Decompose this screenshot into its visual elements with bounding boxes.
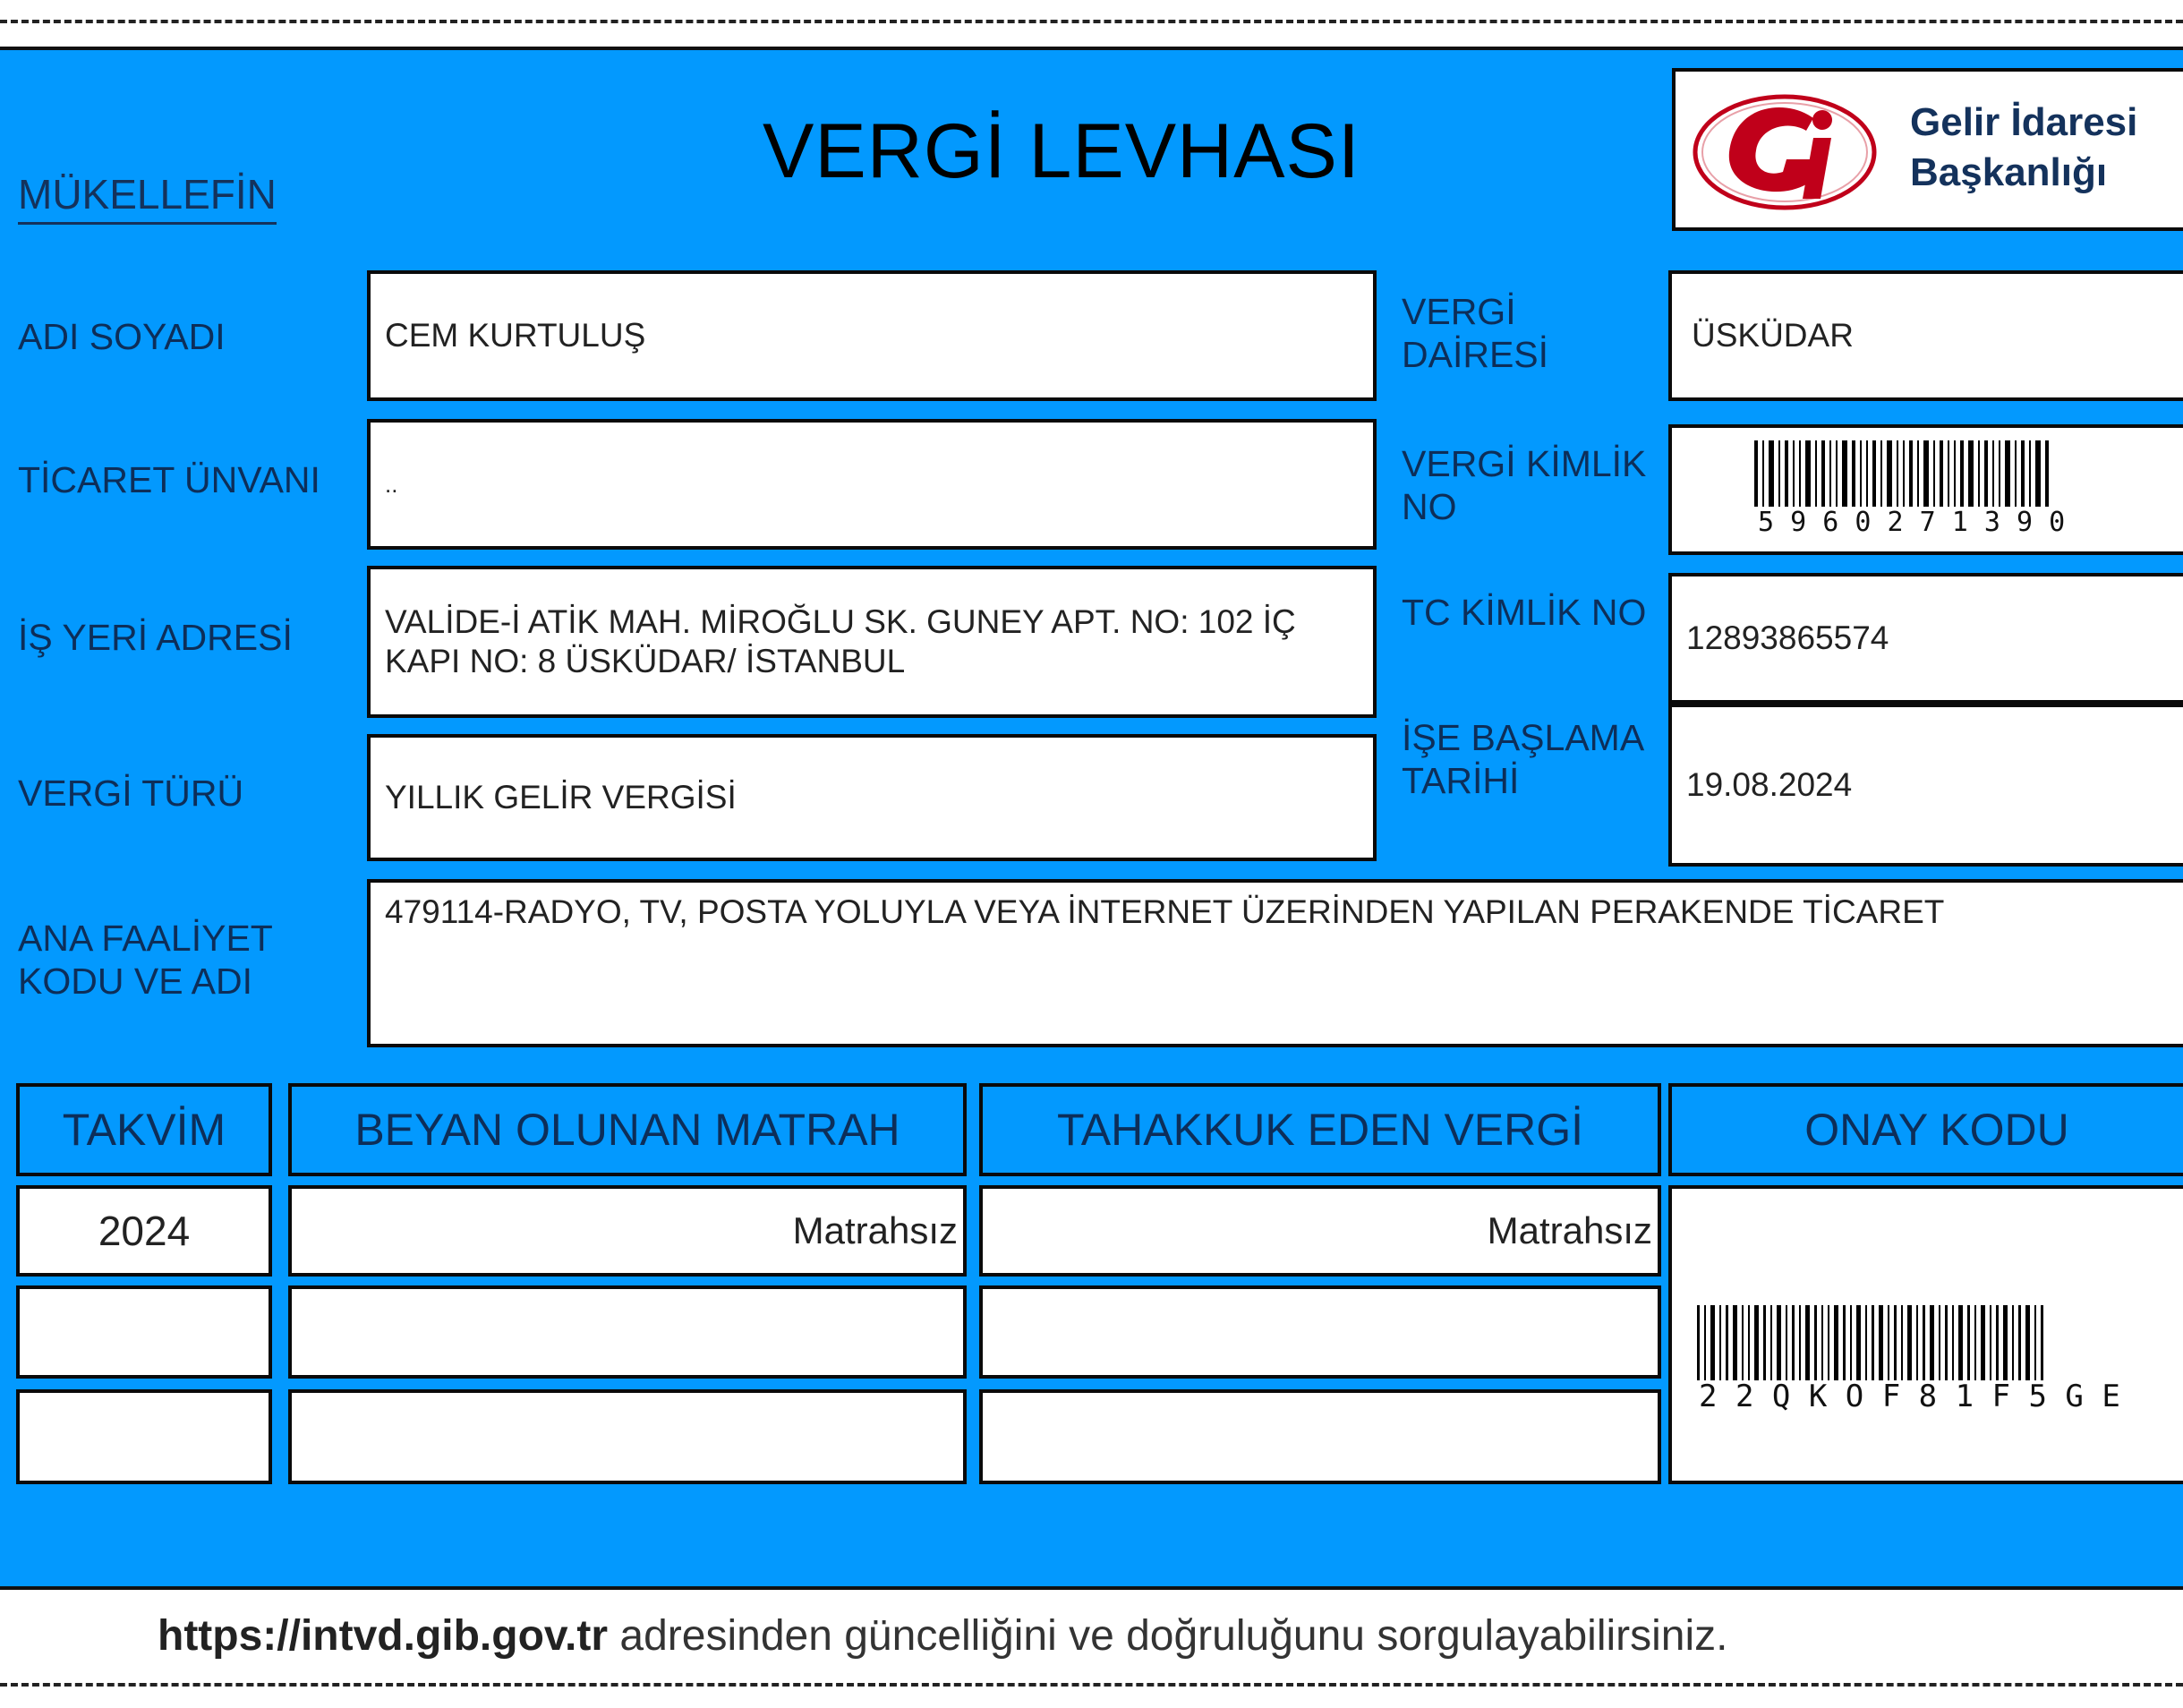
label-ise-baslama-line2: TARİHİ — [1402, 760, 1520, 801]
onay-kodu-barcode — [1697, 1305, 2048, 1380]
value-ana-faaliyet: 479114-RADYO, TV, POSTA YOLUYLA VEYA İNTERNET ÜZERİNDEN YAPILAN PERAKENDE TİCARET — [385, 893, 1945, 930]
field-ana-faaliyet — [367, 879, 2183, 1047]
field-vergi-turu — [367, 734, 1377, 861]
label-vergi-dairesi — [1402, 290, 1548, 376]
label-vergi-dairesi-line2: DAİRESİ — [1402, 334, 1549, 375]
value-adres-line2: KAPI NO: 8 ÜSKÜDAR/ İSTANBUL — [385, 643, 906, 679]
label-adi-soyadi: ADI SOYADI — [18, 316, 226, 357]
onay-kodu-box — [1668, 1185, 2183, 1484]
label-ana-faaliyet-line2: KODU VE ADI — [18, 961, 253, 1002]
label-vkn-line2: NO — [1402, 486, 1457, 527]
label-ana-faaliyet — [18, 917, 273, 1003]
footer-note — [158, 1611, 1728, 1661]
label-vkn-line1: VERGİ KİMLİK — [1402, 443, 1647, 484]
mukellefin-heading: MÜKELLEFİN — [18, 170, 277, 225]
bottom-cut-line — [0, 1683, 2183, 1687]
header-takvim: TAKVİM — [16, 1083, 272, 1176]
top-cut-line — [0, 20, 2183, 23]
logo-text-line1: Gelir İdaresi — [1910, 100, 2138, 144]
header-vergi: TAHAKKUK EDEN VERGİ — [979, 1083, 1661, 1176]
tax-plate-panel — [0, 47, 2183, 1590]
table-row-1-matrah — [288, 1185, 967, 1277]
logo-text-line2: Başkanlığı — [1910, 150, 2108, 194]
label-ana-faaliyet-line1: ANA FAALİYET — [18, 918, 273, 959]
field-vergi-kimlik-no — [1668, 424, 2183, 555]
value-ise-baslama: 19.08.2024 — [1686, 766, 1853, 803]
label-tc-kimlik-no: TC KİMLİK NO — [1402, 592, 1647, 633]
vkn-barcode — [1754, 440, 2053, 507]
label-vergi-kimlik-no — [1402, 442, 1646, 528]
field-ticaret-unvani — [367, 419, 1377, 550]
page-title: VERGİ LEVHASI — [763, 108, 1360, 194]
label-vergi-dairesi-line1: VERGİ — [1402, 291, 1516, 332]
field-adi-soyadi — [367, 270, 1377, 401]
table-row-1-takvim — [16, 1185, 272, 1277]
field-ise-baslama — [1668, 704, 2183, 867]
gi-logo-icon — [1688, 84, 1885, 218]
field-tc-kimlik-no — [1668, 573, 2183, 704]
value-vergi-dairesi: ÜSKÜDAR — [1692, 317, 1854, 354]
table-row-2-takvim — [16, 1285, 272, 1379]
field-vergi-dairesi — [1668, 270, 2183, 401]
value-vergi-turu: YILLIK GELİR VERGİSİ — [385, 779, 737, 816]
table-row-3-takvim — [16, 1389, 272, 1484]
gib-logo — [1672, 68, 2183, 231]
table-row-1-vergi — [979, 1185, 1661, 1277]
table-row-2-matrah — [288, 1285, 967, 1379]
cell-takvim: 2024 — [98, 1208, 191, 1254]
label-ise-baslama-line1: İŞE BAŞLAMA — [1402, 717, 1645, 758]
vkn-barcode-digits: 5 9 6 0 2 7 1 3 9 0 — [1758, 507, 2066, 538]
label-ticaret-unvani: TİCARET ÜNVANI — [18, 459, 320, 500]
cell-vergi: Matrahsız — [1487, 1209, 1652, 1251]
cell-matrah: Matrahsız — [792, 1209, 958, 1251]
table-row-3-matrah — [288, 1389, 967, 1484]
value-adi-soyadi: CEM KURTULUŞ — [385, 317, 646, 354]
value-adres-line1: VALİDE-İ ATİK MAH. MİROĞLU SK. GUNEY APT. NO: 102 İÇ — [385, 603, 1296, 640]
table-row-3-vergi — [979, 1389, 1661, 1484]
header-matrah: BEYAN OLUNAN MATRAH — [288, 1083, 967, 1176]
field-is-yeri-adresi — [367, 566, 1377, 718]
value-tc-kimlik-no: 12893865574 — [1686, 619, 1889, 656]
label-is-yeri-adresi: İŞ YERİ ADRESİ — [18, 617, 293, 658]
label-ise-baslama — [1402, 716, 1644, 802]
footer-text: adresinden güncelliğini ve doğruluğunu sorgulayabilirsiniz. — [608, 1612, 1728, 1660]
table-row-2-vergi — [979, 1285, 1661, 1379]
label-vergi-turu: VERGİ TÜRÜ — [18, 773, 244, 814]
value-ticaret-unvani: .. — [385, 470, 398, 498]
footer-link[interactable]: https://intvd.gib.gov.tr — [158, 1612, 609, 1660]
header-onay-kodu: ONAY KODU — [1668, 1083, 2183, 1176]
onay-kodu-text: 2 2 Q K O F 8 1 F 5 G E — [1699, 1379, 2120, 1414]
